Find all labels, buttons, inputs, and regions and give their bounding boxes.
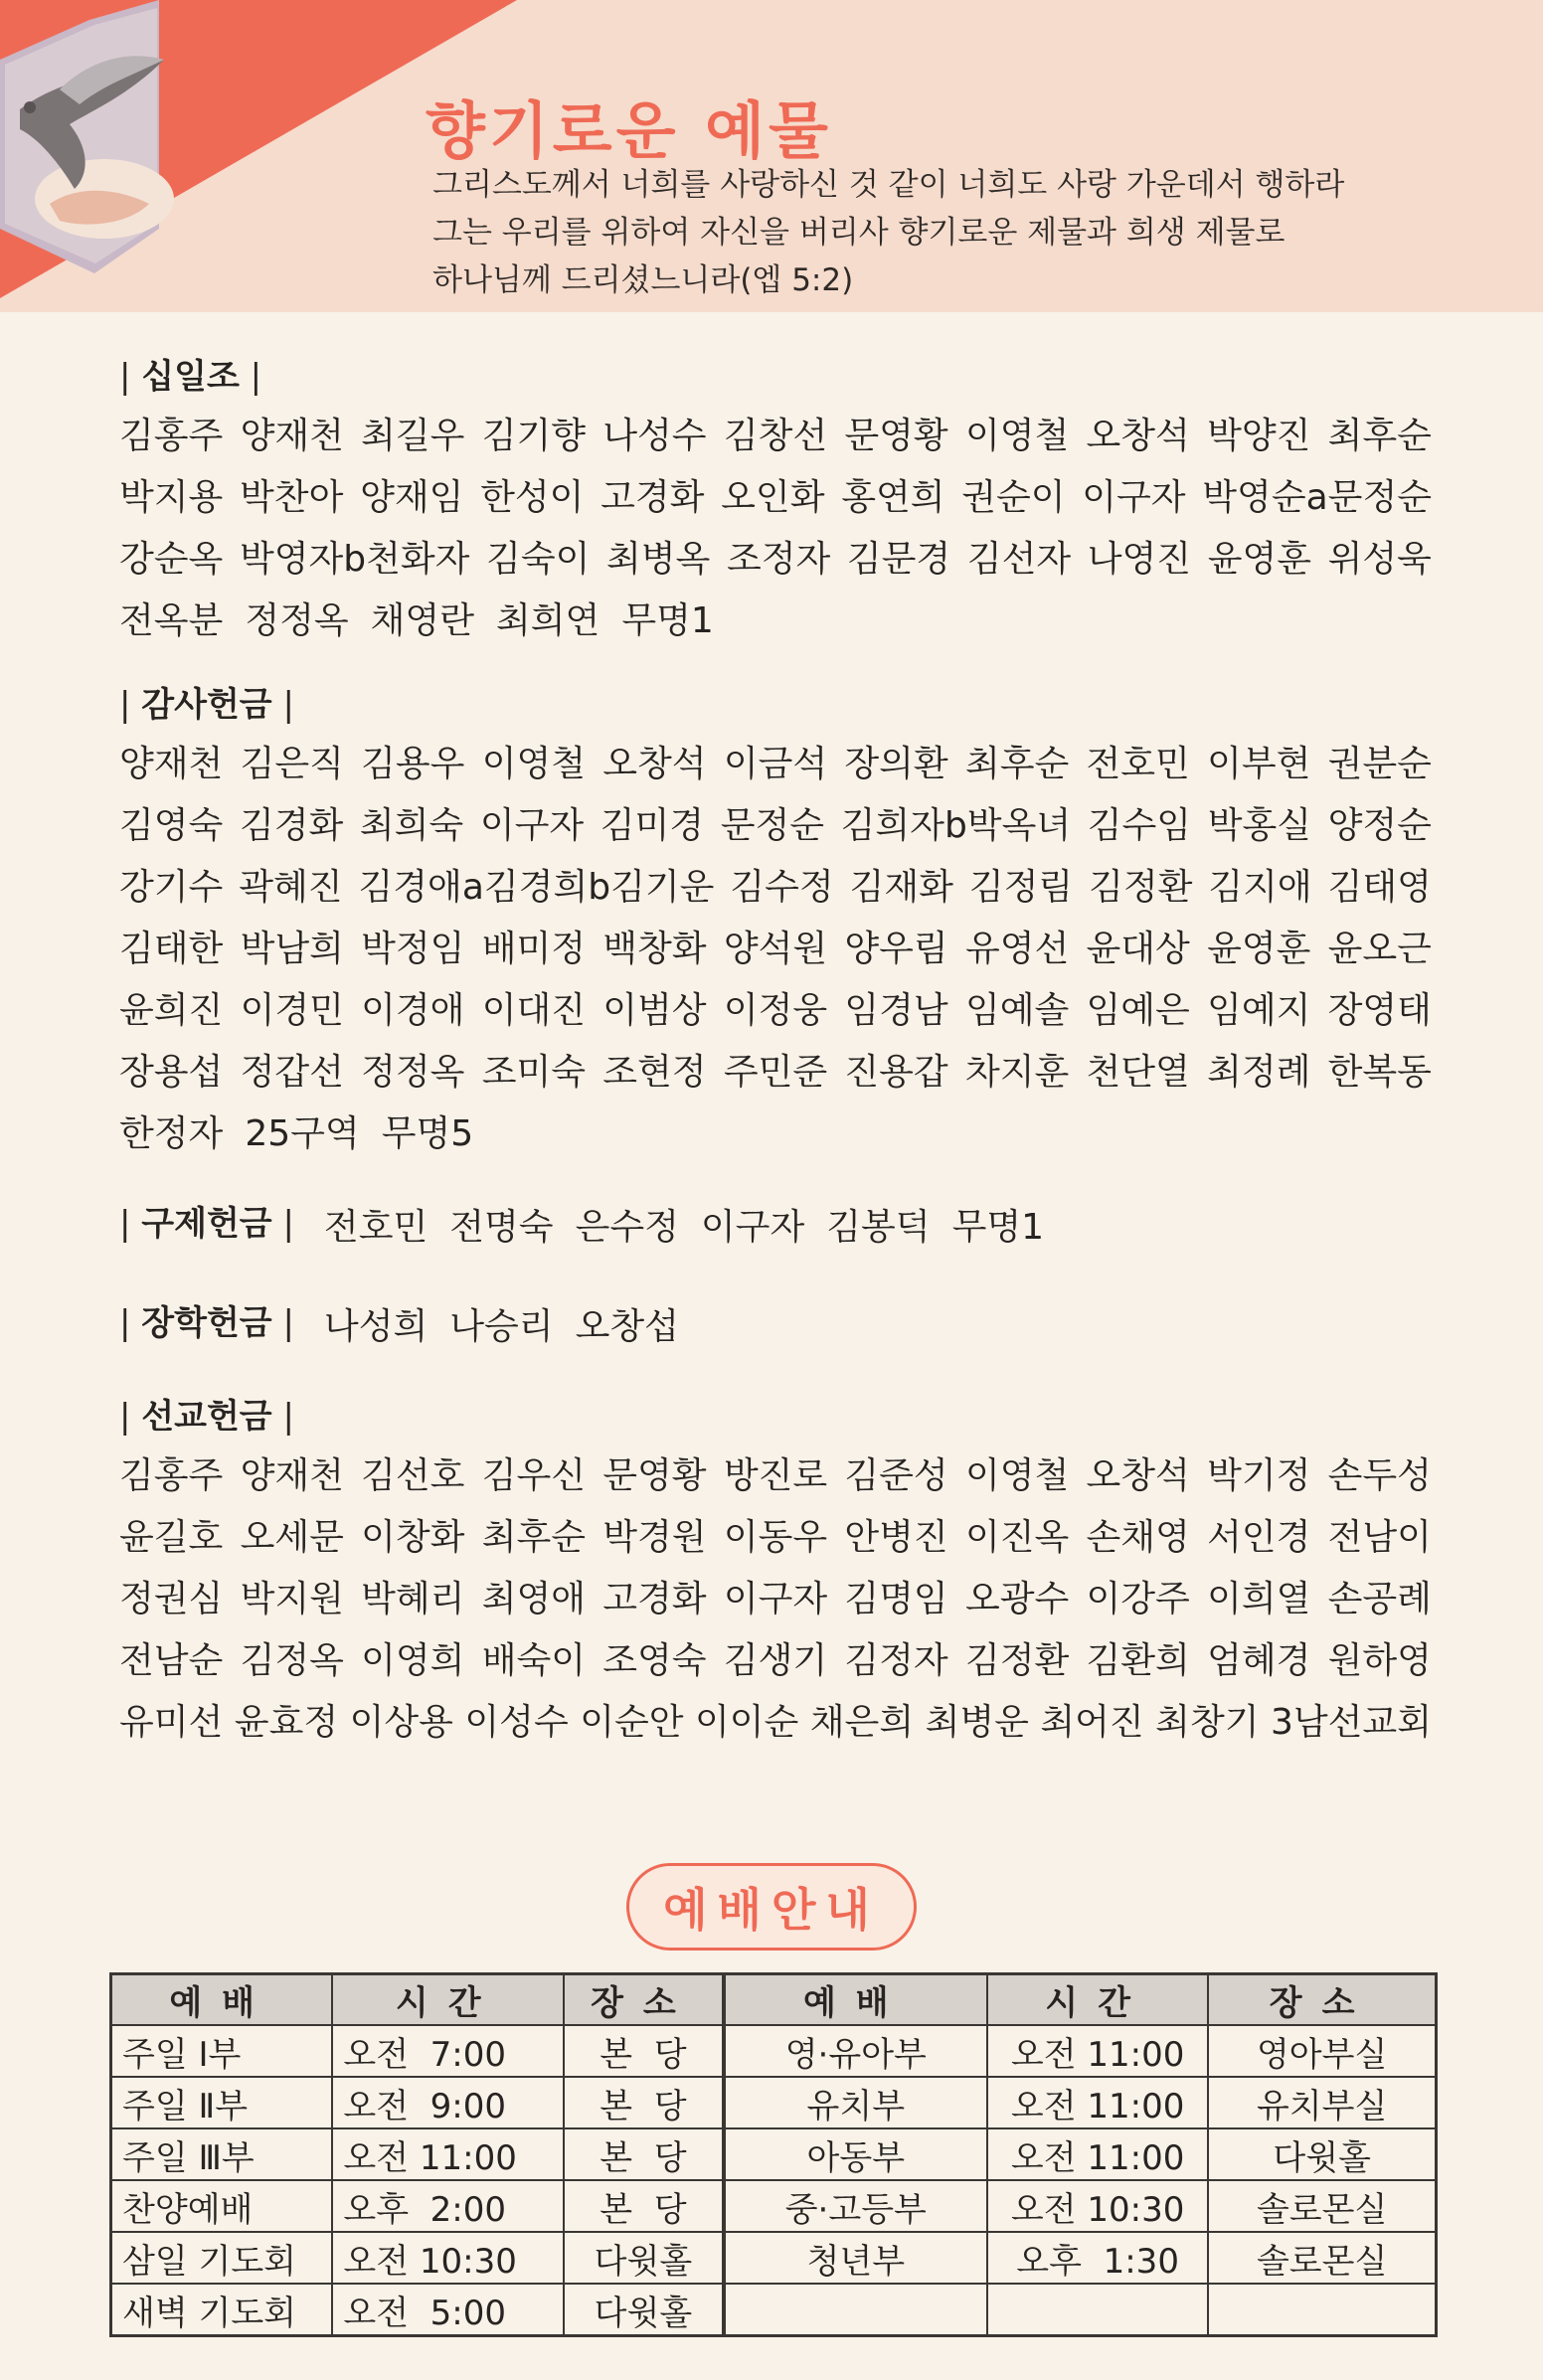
table-row	[111, 2180, 1437, 2232]
donor-name: 김숙이	[486, 539, 591, 580]
donor-name: 최창기	[1155, 1702, 1260, 1743]
worship-name: 청년부	[724, 2232, 987, 2284]
donor-name: 무명5	[381, 1113, 474, 1154]
donor-name: 조영숙	[602, 1640, 707, 1681]
donor-name: 김봉덕	[826, 1206, 931, 1248]
table-row	[111, 2077, 1437, 2128]
donor-name: 한정자	[119, 1113, 224, 1154]
donor-name: 전호민	[1086, 744, 1190, 784]
donor-name: 차지훈	[964, 1052, 1070, 1093]
donor-name: 정권심	[119, 1579, 224, 1619]
relief-section	[119, 1189, 1432, 1259]
donor-name: 진용갑	[844, 1052, 948, 1093]
donor-name: 주민준	[723, 1052, 828, 1093]
worship-name: 아동부	[724, 2128, 987, 2180]
donor-name: 장용섭	[119, 1052, 224, 1093]
page-title: 향기로운 예물	[426, 94, 832, 167]
donor-name: 양정순	[1327, 805, 1432, 846]
name-line	[119, 980, 1432, 1042]
verse-line: 그는 우리를 위하여 자신을 버리사 향기로운 제물과 희생 제물로	[432, 215, 1286, 251]
donor-name: 김태한	[119, 929, 224, 969]
donor-name: 위성욱	[1327, 539, 1432, 580]
donor-name: 25구역	[245, 1113, 360, 1154]
donor-name: 김정환	[1089, 867, 1193, 908]
name-line	[119, 1569, 1432, 1630]
donor-name: 최후순	[1327, 416, 1432, 456]
col-header: 예배	[111, 1974, 333, 2026]
donor-name: 홍연희	[841, 477, 945, 518]
donor-name: 이대진	[481, 990, 587, 1031]
name-line	[119, 1042, 1432, 1104]
donor-name: 김정림	[968, 867, 1074, 908]
worship-name: 중·고등부	[724, 2180, 987, 2232]
worship-time	[987, 2284, 1208, 2336]
col-header: 시간	[987, 1974, 1208, 2026]
worship-place: 다윗홀	[564, 2284, 723, 2336]
donor-name: 최후순	[481, 1517, 587, 1558]
name-line	[119, 1445, 1432, 1507]
donor-name: 배미정	[481, 929, 587, 969]
donor-name: 양우림	[844, 929, 948, 969]
table-row	[111, 2128, 1437, 2180]
donor-name: 박홍실	[1207, 805, 1312, 846]
name-line	[119, 857, 1432, 919]
name-line	[119, 467, 1432, 529]
name-line	[119, 1692, 1432, 1754]
donor-name: 최병운	[925, 1702, 1029, 1743]
donor-name: 문정순	[720, 805, 825, 846]
table-row	[111, 2284, 1437, 2336]
name-line	[119, 1630, 1432, 1692]
donor-name: 이동우	[723, 1517, 828, 1558]
donor-name: 강순옥	[119, 539, 224, 580]
donor-name: 김수임	[1087, 805, 1192, 846]
worship-place: 다윗홀	[564, 2232, 723, 2284]
donor-name: 김정자	[844, 1640, 948, 1681]
donor-name: 유영선	[964, 929, 1070, 969]
donor-name: 손공례	[1327, 1579, 1432, 1619]
donor-name: 김정옥	[240, 1640, 344, 1681]
donor-name: 이강주	[1086, 1579, 1190, 1619]
donor-name: 김기향	[481, 416, 587, 456]
name-line	[119, 734, 1432, 795]
donor-name: 전호민	[323, 1206, 429, 1248]
donor-name: 임경남	[844, 990, 948, 1031]
donor-name: 이순안	[580, 1702, 684, 1743]
donor-name: 최정례	[1207, 1052, 1311, 1093]
donor-name: 최병옥	[606, 539, 711, 580]
donor-name: 박기정	[1207, 1455, 1311, 1496]
donor-name: 박경원	[602, 1517, 707, 1558]
donor-name: 권분순	[1327, 744, 1432, 784]
donor-name: 정정옥	[245, 600, 349, 641]
donor-name: 은수정	[575, 1206, 679, 1248]
donor-name: 배숙이	[481, 1640, 587, 1681]
donor-name: 정정옥	[361, 1052, 465, 1093]
donor-name: 박양진	[1207, 416, 1311, 456]
donor-name: 이희열	[1207, 1579, 1311, 1619]
worship-schedule-table	[109, 1972, 1438, 2337]
donor-name: 최희연	[495, 600, 600, 641]
worship-place: 영아부실	[1208, 2025, 1436, 2077]
donor-name: 박정임	[361, 929, 465, 969]
donor-name: 손채영	[1086, 1517, 1190, 1558]
worship-name: 삼일 기도회	[111, 2232, 333, 2284]
donor-name: 윤영훈	[1207, 929, 1311, 969]
worship-place: 솔로몬실	[1208, 2180, 1436, 2232]
donor-name: 김명임	[844, 1579, 948, 1619]
donor-name: 김영숙	[119, 805, 224, 846]
mission-names	[119, 1445, 1432, 1754]
col-header: 시간	[332, 1974, 564, 2026]
donor-name: 양석원	[723, 929, 828, 969]
worship-time: 오전 11:00	[987, 2077, 1208, 2128]
donor-name: 전남이	[1327, 1517, 1432, 1558]
section-heading: | 장학헌금 |	[119, 1303, 294, 1343]
table-header-row	[111, 1974, 1437, 2026]
donor-name: 윤대상	[1086, 929, 1190, 969]
table-row	[111, 2025, 1437, 2077]
donor-name: 윤효정	[234, 1702, 339, 1743]
donor-name: 김미경	[600, 805, 705, 846]
mission-section	[119, 1388, 1432, 1754]
thanks-title: 감사헌금	[141, 685, 272, 725]
worship-place: 유치부실	[1208, 2077, 1436, 2128]
donor-name: 한복동	[1327, 1052, 1432, 1093]
donor-name: 박영자b천화자	[239, 539, 470, 580]
donor-name: 서인경	[1207, 1517, 1311, 1558]
donor-name: 나성희	[323, 1305, 429, 1347]
donor-name: 이부현	[1207, 744, 1311, 784]
mission-title: 선교헌금	[141, 1397, 272, 1437]
worship-place: 본 당	[564, 2077, 723, 2128]
donor-name: 최후순	[964, 744, 1070, 784]
donor-name: 채영란	[370, 600, 474, 641]
donor-name: 김문경	[846, 539, 951, 580]
worship-name: 찬양예배	[111, 2180, 333, 2232]
donor-name: 이창화	[361, 1517, 465, 1558]
donor-name: 임예지	[1207, 990, 1311, 1031]
donor-name: 김은직	[240, 744, 344, 784]
col-header: 장소	[564, 1974, 723, 2026]
donor-name: 이구자	[479, 805, 585, 846]
offering-lists	[119, 348, 1432, 1778]
name-line	[119, 1507, 1432, 1569]
name-line	[119, 406, 1432, 467]
donor-name: 방진로	[723, 1455, 828, 1496]
donor-name: 김창선	[723, 416, 828, 456]
name-line	[119, 591, 1432, 652]
donor-name: 이영철	[481, 744, 587, 784]
donor-name: 장영태	[1327, 990, 1432, 1031]
donor-name: 전옥분	[119, 600, 224, 641]
worship-place: 다윗홀	[1208, 2128, 1436, 2180]
worship-name: 영·유아부	[724, 2025, 987, 2077]
donor-name: 김생기	[723, 1640, 828, 1681]
donor-name: 이영철	[964, 1455, 1070, 1496]
schedule-title-wrap	[0, 1863, 1543, 1951]
donor-name: 이금석	[723, 744, 828, 784]
worship-time: 오전 5:00	[332, 2284, 564, 2336]
worship-time: 오전 11:00	[332, 2128, 564, 2180]
donor-name: 김경애a김경희b김기운	[358, 867, 715, 908]
donor-name: 박지용	[119, 477, 224, 518]
donor-name: 최길우	[361, 416, 465, 456]
donor-name: 이구자	[700, 1206, 805, 1248]
donor-name: 이정웅	[723, 990, 828, 1031]
schedule-title: 예배안내	[626, 1863, 917, 1951]
donor-name: 3남선교회	[1270, 1702, 1432, 1743]
donor-name: 이구자	[1082, 477, 1186, 518]
worship-time: 오전 9:00	[332, 2077, 564, 2128]
section-heading: | 선교헌금 |	[119, 1397, 294, 1437]
worship-name: 주일 Ⅲ부	[111, 2128, 333, 2180]
donor-name: 엄혜경	[1207, 1640, 1311, 1681]
donor-name: 전명숙	[449, 1206, 554, 1248]
tithe-names	[119, 406, 1432, 652]
schedule-body	[111, 2025, 1437, 2336]
donor-name: 김준성	[844, 1455, 948, 1496]
name-line	[119, 1104, 1432, 1165]
donor-name: 전남순	[119, 1640, 224, 1681]
worship-place	[1208, 2284, 1436, 2336]
donor-name: 오창석	[1086, 1455, 1190, 1496]
scholarship-names	[324, 1298, 679, 1349]
relief-title: 구제헌금	[141, 1204, 272, 1244]
donor-name: 이상용	[349, 1702, 453, 1743]
donor-name: 고경화	[602, 1579, 707, 1619]
donor-name: 김재화	[849, 867, 953, 908]
scholarship-section	[119, 1288, 1432, 1358]
donor-name: 이영철	[964, 416, 1070, 456]
worship-time: 오전 7:00	[332, 2025, 564, 2077]
donor-name: 김선호	[361, 1455, 465, 1496]
donor-name: 윤희진	[119, 990, 224, 1031]
donor-name: 권순이	[961, 477, 1066, 518]
donor-name: 양재천	[119, 744, 224, 784]
donor-name: 오인화	[721, 477, 825, 518]
worship-place: 본 당	[564, 2180, 723, 2232]
donor-name: 임예은	[1086, 990, 1190, 1031]
donor-name: 이구자	[723, 1579, 828, 1619]
tithe-section	[119, 348, 1432, 652]
thanks-names	[119, 734, 1432, 1165]
verse-line: 하나님께 드리셨느니라(엡 5:2)	[432, 262, 854, 298]
donor-name: 곽혜진	[239, 867, 343, 908]
worship-time: 오전 10:30	[987, 2180, 1208, 2232]
donor-name: 문영황	[602, 1455, 707, 1496]
donor-name: 박찬아	[240, 477, 344, 518]
donor-name: 김우신	[481, 1455, 587, 1496]
worship-time: 오후 1:30	[987, 2232, 1208, 2284]
section-heading: | 구제헌금 |	[119, 1204, 294, 1244]
verse-line: 그리스도께서 너희를 사랑하신 것 같이 너희도 사랑 가운데서 행하라	[432, 167, 1345, 203]
donor-name: 최영애	[481, 1579, 587, 1619]
donor-name: 김지애	[1208, 867, 1312, 908]
worship-name: 주일 Ⅱ부	[111, 2077, 333, 2128]
donor-name: 이경애	[361, 990, 465, 1031]
donor-name: 윤길호	[119, 1517, 224, 1558]
donor-name: 김선자	[966, 539, 1072, 580]
donor-name: 김환희	[1086, 1640, 1190, 1681]
worship-name: 새벽 기도회	[111, 2284, 333, 2336]
donor-name: 조정자	[726, 539, 831, 580]
donor-name: 김경화	[239, 805, 344, 846]
donor-name: 임예솔	[964, 990, 1070, 1031]
thanks-section	[119, 676, 1432, 1165]
donor-name: 나승리	[449, 1305, 554, 1347]
scholarship-title: 장학헌금	[141, 1303, 272, 1343]
donor-name: 양재임	[360, 477, 464, 518]
relief-names	[324, 1199, 1044, 1250]
donor-name: 채은희	[809, 1702, 915, 1743]
worship-name: 유치부	[724, 2077, 987, 2128]
header-banner	[0, 0, 1543, 312]
worship-time: 오전 11:00	[987, 2128, 1208, 2180]
donor-name: 조현정	[602, 1052, 707, 1093]
donor-name: 오창섭	[575, 1305, 679, 1347]
donor-name: 이경민	[240, 990, 344, 1031]
donor-name: 나영진	[1087, 539, 1192, 580]
section-heading: | 십일조 |	[119, 357, 262, 397]
donor-name: 김홍주	[119, 416, 224, 456]
section-heading: | 감사헌금 |	[119, 685, 294, 725]
donor-name: 한성이	[480, 477, 585, 518]
worship-name: 주일 Ⅰ부	[111, 2025, 333, 2077]
donor-name: 최희숙	[359, 805, 464, 846]
donor-name: 원하영	[1327, 1640, 1432, 1681]
worship-place: 본 당	[564, 2128, 723, 2180]
worship-time: 오후 2:00	[332, 2180, 564, 2232]
donor-name: 이영희	[361, 1640, 465, 1681]
donor-name: 양재천	[240, 416, 344, 456]
name-line	[119, 529, 1432, 591]
donor-name: 이이순	[694, 1702, 799, 1743]
donor-name: 강기수	[119, 867, 224, 908]
donor-name: 무명1	[621, 600, 714, 641]
donor-name: 이진옥	[964, 1517, 1070, 1558]
worship-place: 솔로몬실	[1208, 2232, 1436, 2284]
table-row	[111, 2232, 1437, 2284]
donor-name: 손두성	[1327, 1455, 1432, 1496]
donor-name: 김정환	[964, 1640, 1070, 1681]
worship-time: 오전 10:30	[332, 2232, 564, 2284]
donor-name: 윤오근	[1327, 929, 1432, 969]
donor-name: 오창석	[1086, 416, 1190, 456]
donor-name: 안병진	[844, 1517, 948, 1558]
donor-name: 문영황	[844, 416, 948, 456]
name-line	[119, 795, 1432, 857]
donor-name: 백창화	[602, 929, 707, 969]
donor-name: 양재천	[240, 1455, 344, 1496]
worship-name	[724, 2284, 987, 2336]
tithe-title: 십일조	[141, 357, 240, 397]
worship-time: 오전 11:00	[987, 2025, 1208, 2077]
name-line	[119, 919, 1432, 980]
donor-name: 김태영	[1327, 867, 1432, 908]
donor-name: 고경화	[600, 477, 705, 518]
donor-name: 오세문	[240, 1517, 344, 1558]
donor-name: 박혜리	[361, 1579, 465, 1619]
worship-place: 본 당	[564, 2025, 723, 2077]
donor-name: 오광수	[964, 1579, 1070, 1619]
col-header: 장소	[1208, 1974, 1436, 2026]
donor-name: 김희자b박옥녀	[840, 805, 1072, 846]
donor-name: 이범상	[602, 990, 707, 1031]
donor-name: 이성수	[464, 1702, 569, 1743]
donor-name: 나성수	[602, 416, 707, 456]
donor-name: 김용우	[361, 744, 465, 784]
donor-name: 유미선	[119, 1702, 224, 1743]
donor-name: 최어진	[1040, 1702, 1144, 1743]
donor-name: 장의환	[844, 744, 948, 784]
donor-name: 윤영훈	[1207, 539, 1312, 580]
donor-name: 천단열	[1086, 1052, 1190, 1093]
donor-name: 박남희	[240, 929, 344, 969]
col-header: 예배	[724, 1974, 987, 2026]
donor-name: 박지원	[240, 1579, 344, 1619]
donor-name: 김수정	[730, 867, 834, 908]
scripture-verse	[432, 161, 1486, 304]
donor-name: 오창석	[602, 744, 707, 784]
donor-name: 무명1	[951, 1206, 1045, 1248]
donor-name: 박영순a문정순	[1202, 477, 1432, 518]
donor-name: 조미숙	[481, 1052, 587, 1093]
donor-name: 정갑선	[240, 1052, 344, 1093]
donor-name: 김홍주	[119, 1455, 224, 1496]
